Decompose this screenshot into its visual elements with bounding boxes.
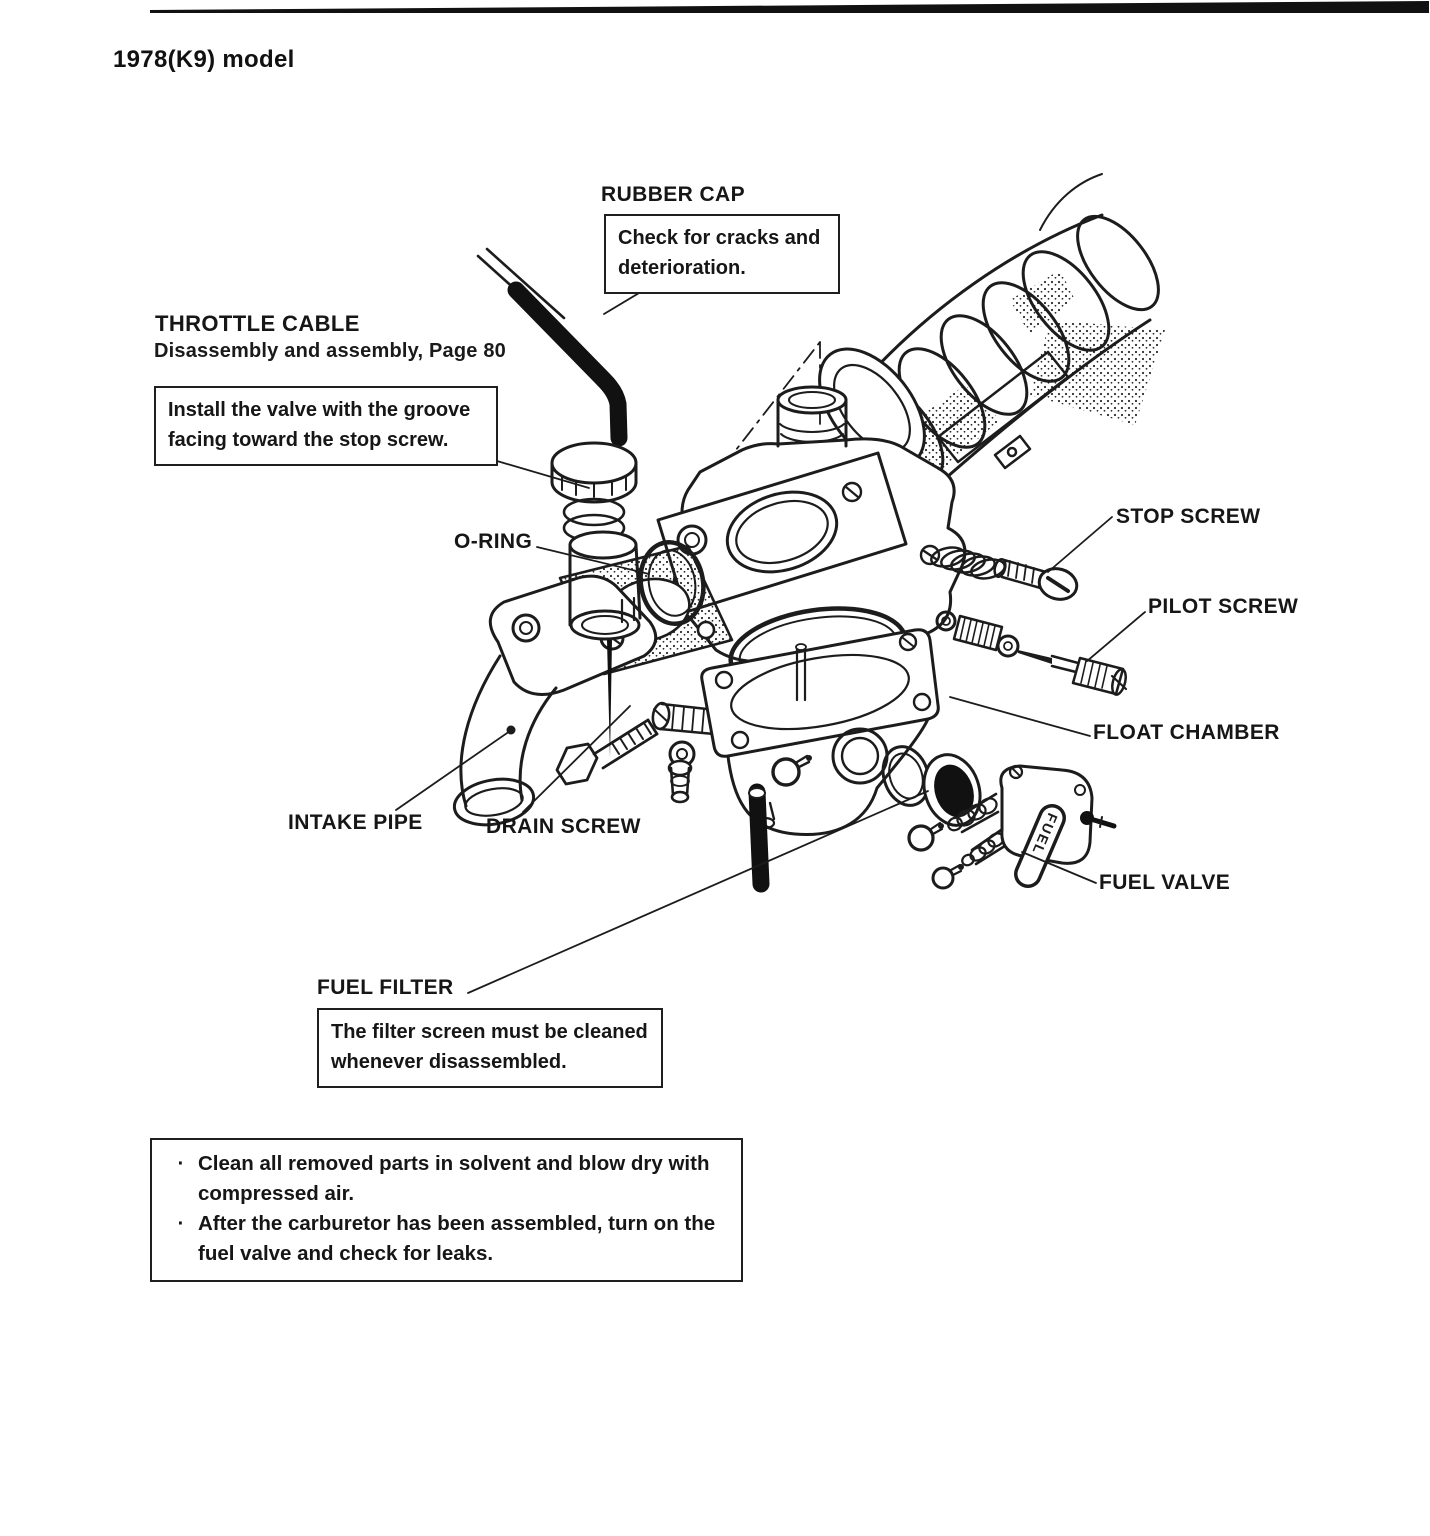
note-line: whenever disassembled. (331, 1051, 567, 1073)
hose-clamp-3 (933, 864, 964, 888)
bullet-item (164, 1149, 731, 1209)
leader-float-chamber (950, 697, 1090, 736)
note-line: compressed air. (198, 1182, 355, 1205)
note-line: Clean all removed parts in solvent and blow dry with (198, 1152, 710, 1175)
label-throttle-cable-subtitle: Disassembly and assembly, Page 80 (154, 340, 506, 362)
label-throttle-cable: THROTTLE CABLE (155, 311, 360, 336)
note-general-cautions (150, 1138, 743, 1282)
rubber-cap-part (516, 290, 619, 438)
bullet-marker: · (177, 1153, 185, 1175)
label-fuel-filter: FUEL FILTER (317, 976, 454, 999)
label-float-chamber: FLOAT CHAMBER (1093, 721, 1280, 744)
page-title: 1978(K9) model (113, 46, 295, 73)
note-line: Install the valve with the groove (168, 399, 471, 421)
note-line: Check for cracks and (618, 227, 821, 249)
fuel-tube (749, 788, 765, 884)
leader-drain-screw (523, 706, 630, 812)
jet-needle (607, 640, 612, 758)
cable-adjuster-nut (552, 443, 636, 502)
note-line: deterioration. (618, 257, 746, 279)
label-intake-pipe: INTAKE PIPE (288, 811, 423, 834)
page-top-edge-line (150, 1, 1429, 13)
fuel-valve-screw (1080, 811, 1114, 827)
leader-pilot-screw (1087, 612, 1145, 661)
label-o-ring: O-RING (454, 530, 533, 553)
label-pilot-screw: PILOT SCREW (1148, 595, 1299, 618)
note-rubber-cap (604, 214, 840, 294)
label-stop-screw: STOP SCREW (1116, 505, 1261, 528)
note-fuel-filter (317, 1008, 663, 1088)
pilot-screw-part (937, 612, 1128, 696)
label-fuel-valve: FUEL VALVE (1099, 871, 1231, 894)
note-valve-install (154, 386, 498, 466)
note-line: After the carburetor has been assembled, turn on the (198, 1212, 716, 1235)
label-rubber-cap: RUBBER CAP (601, 183, 746, 206)
bullet-item (164, 1209, 731, 1269)
note-line: facing toward the stop screw. (168, 429, 449, 451)
label-drain-screw: DRAIN SCREW (486, 815, 641, 838)
hose-clamp-1 (773, 755, 812, 785)
leader-intake-pipe (396, 731, 510, 810)
note-line: fuel valve and check for leaks. (198, 1242, 494, 1265)
bullet-marker: · (177, 1213, 185, 1235)
note-line: The filter screen must be cleaned (331, 1021, 648, 1043)
hose-clamp-2 (909, 823, 944, 850)
fuel-lever-label: FUEL (1028, 810, 1061, 859)
leader-stop-screw (1048, 517, 1112, 572)
